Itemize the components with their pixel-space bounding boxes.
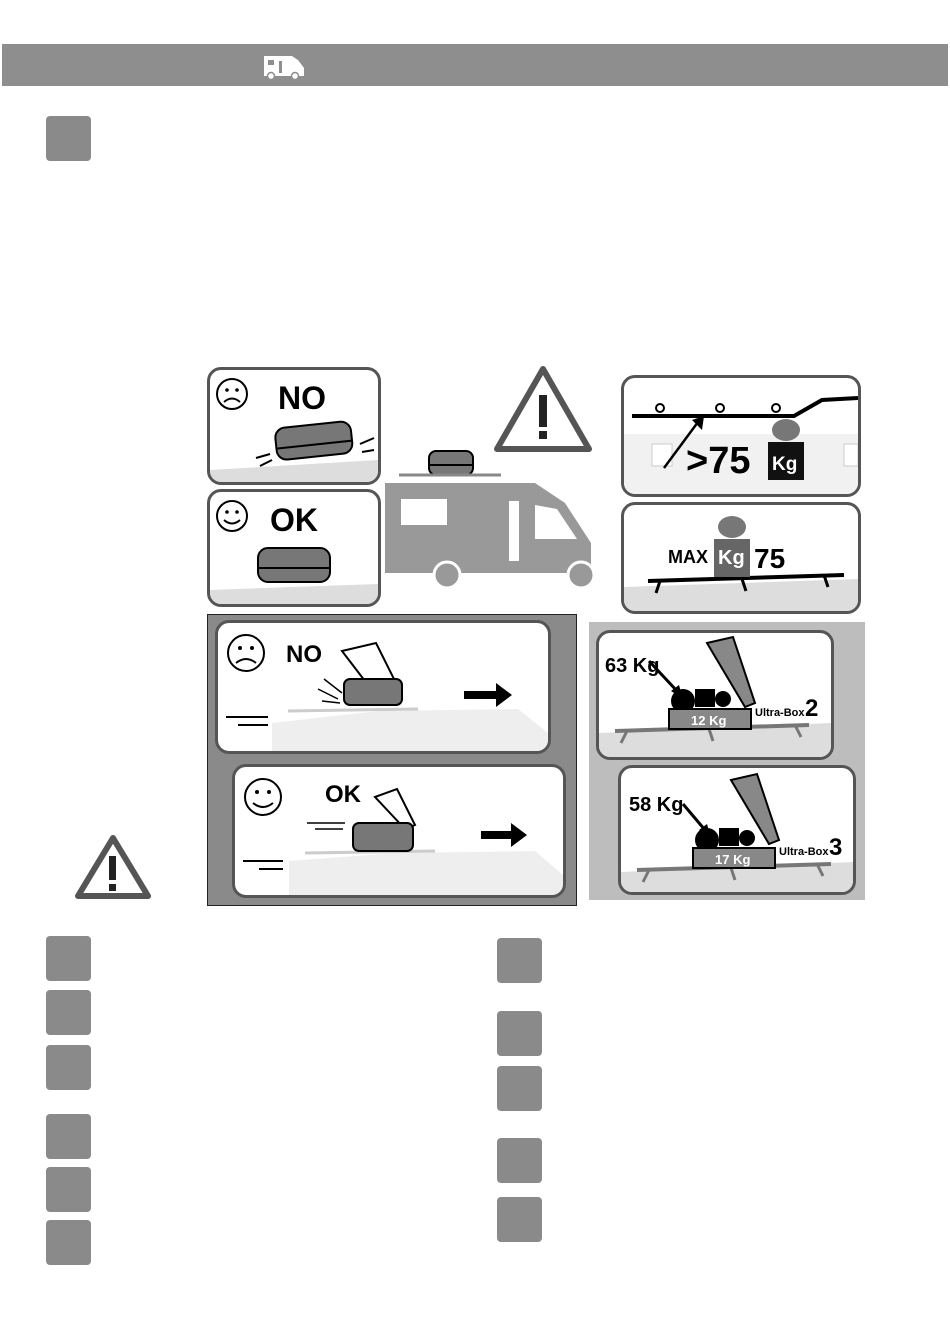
step-marker (497, 938, 542, 983)
step-marker (46, 1045, 91, 1090)
panel-box3 (618, 765, 856, 895)
over-weight-unit: Kg (772, 454, 798, 475)
step-marker (497, 1066, 542, 1111)
max-prefix: MAX (668, 547, 708, 567)
illustration-box3-load (621, 768, 853, 892)
max-value: 75 (754, 543, 786, 574)
ok-label: OK (270, 502, 318, 538)
camper-illustration (385, 365, 625, 590)
box2-number: 2 (805, 695, 819, 722)
lid-ok-label: OK (325, 781, 361, 808)
lid-no-label: NO (286, 641, 322, 668)
box2-load: 63 Kg (605, 655, 660, 677)
header-bar (2, 44, 948, 86)
panel-no-tilted (207, 367, 381, 485)
warning-triangle-icon (74, 834, 152, 900)
step-marker (497, 1011, 542, 1056)
illustration-box2-load (599, 633, 831, 757)
step-marker (46, 1167, 91, 1212)
no-label: NO (278, 380, 326, 416)
camper-van-icon (260, 50, 306, 80)
panel-ok-level (207, 489, 381, 607)
step-marker (46, 990, 91, 1035)
step-marker (46, 936, 91, 981)
step-marker (46, 1114, 91, 1159)
panel-lid-open-no (215, 620, 551, 754)
step-marker (46, 1220, 91, 1265)
step-marker (46, 116, 91, 161)
illustration-lid-open (218, 623, 548, 751)
step-marker (497, 1138, 542, 1183)
panel-box2 (596, 630, 834, 760)
step-marker (497, 1197, 542, 1242)
box3-weight: 17 Kg (715, 852, 751, 867)
illustration-lid-ok (235, 767, 563, 895)
panel-weight-over (621, 375, 861, 497)
over-weight-value: >75 (686, 440, 751, 482)
panel-lid-open-ok (232, 764, 566, 898)
box3-number: 3 (829, 834, 843, 861)
box2-model: Ultra-Box (755, 707, 805, 719)
box3-model: Ultra-Box (779, 846, 829, 858)
panel-weight-max (621, 502, 861, 614)
max-unit: Kg (718, 547, 745, 569)
box3-load: 58 Kg (629, 794, 684, 816)
box2-weight: 12 Kg (691, 713, 727, 728)
